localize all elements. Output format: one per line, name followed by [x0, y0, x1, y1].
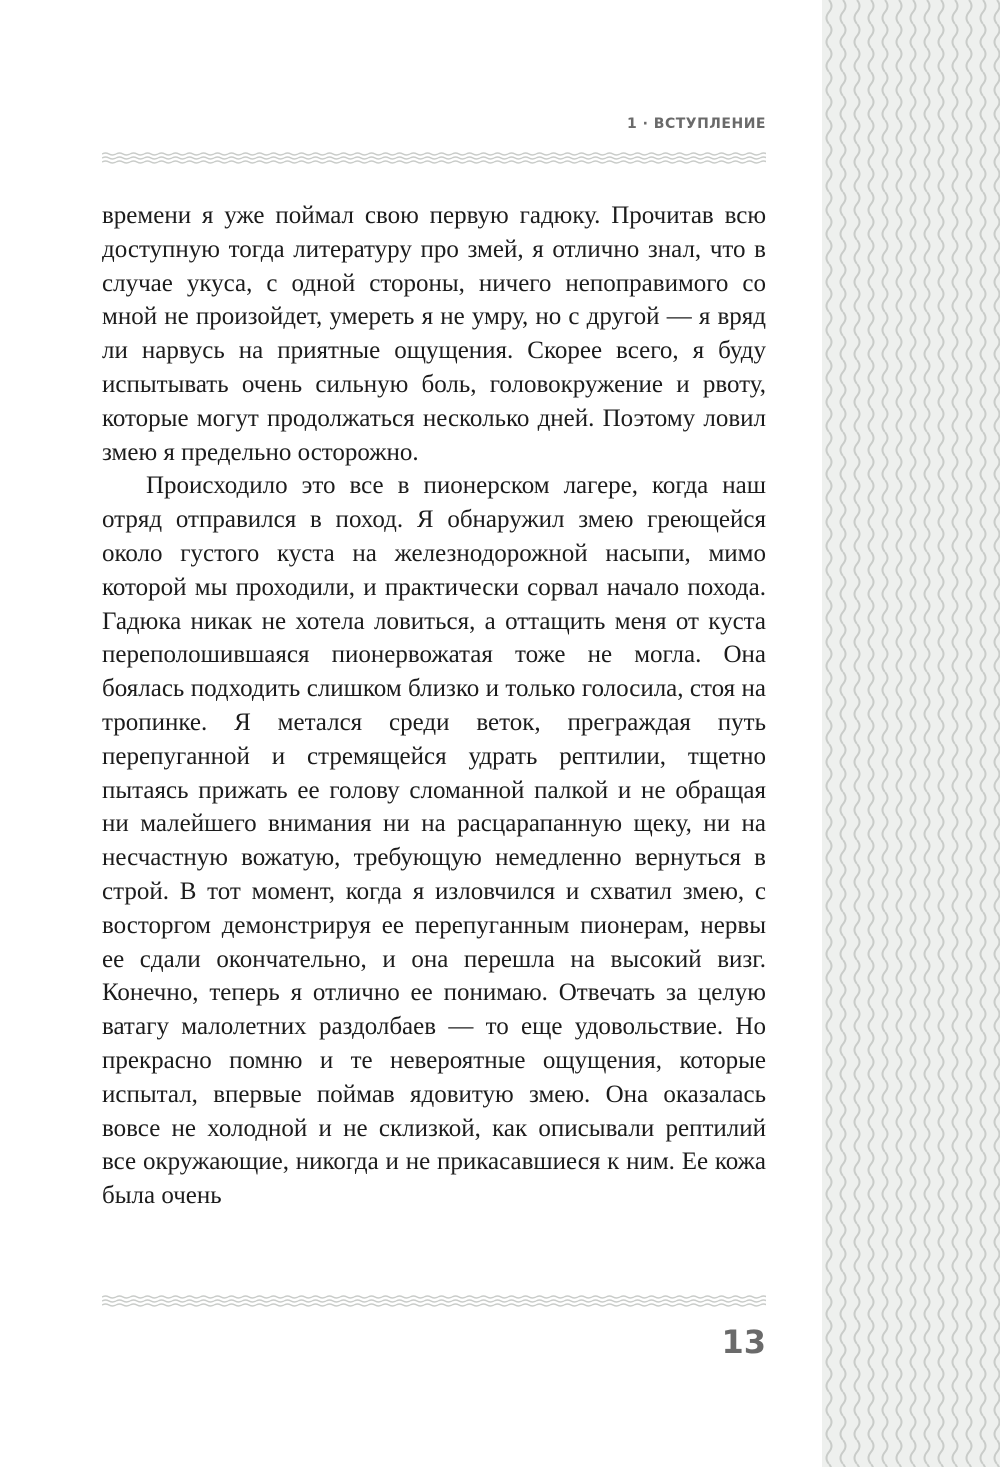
wavy-divider-icon [102, 152, 766, 164]
paragraph: Происходило это все в пионерском лагере, когда наш отряд отправился в поход. Я обнаружил змею греющейся около густого куста на железнодорожной насыпи, мимо которой мы проходили, и практически сорвал начало похода. Гадюка никак не хотела ловиться, а оттащить меня от куста переполошившаяся пионервожатая тоже не могла. Она боялась подходить слишком близко и только голосила, стоя на тропинке. Я метался среди веток, преграждая путь перепуганной и стремящейся удрать рептилии, тщетно пытаясь прижать ее голову сломанной палкой и не обращая ни малейшего внимания ни на расцарапанную щеку, ни на несчастную вожатую, требующую немедленно вернуться в строй. В тот момент, когда я изловчился и схватил змею, с восторгом демонстрируя ее перепуганным пионерам, нервы ее сдали окончательно, и она перешла на высокий визг. Конечно, теперь я отлично ее понимаю. Отвечать за целую ватагу малолетних раздолбаев — то еще удовольствие. Но прекрасно помню и те невероятные ощущения, которые испытал, впервые поймав ядовитую змею. Она оказалась вовсе не холодной и не склизкой, как описывали рептилий все окружающие, никогда и не прикасавшиеся к ним. Ее кожа была очень [102, 472, 766, 1210]
page-number: 13 [721, 1323, 766, 1361]
wavy-pattern-band [822, 0, 1000, 1467]
body-text [102, 199, 766, 1213]
running-head: 1 · ВСТУПЛЕНИЕ [626, 116, 766, 132]
top-divider [102, 152, 766, 164]
wavy-divider-icon [102, 1295, 766, 1307]
paragraph: времени я уже поймал свою первую гадюку. Прочитав всю доступную тогда литературу про змей, я отлично знал, что в случае укуса, с одной стороны, ничего непоправимого со мной не произойдет, умереть я не умру, но с другой — я вряд ли нарвусь на приятные ощущения. Скорее всего, я буду испытывать очень сильную боль, головокружение и рвоту, которые могут продолжаться несколько дней. Поэтому ловил змею я предельно осторожно. [102, 202, 766, 466]
bottom-divider [102, 1295, 766, 1307]
wavy-pattern-icon [822, 0, 1000, 1467]
